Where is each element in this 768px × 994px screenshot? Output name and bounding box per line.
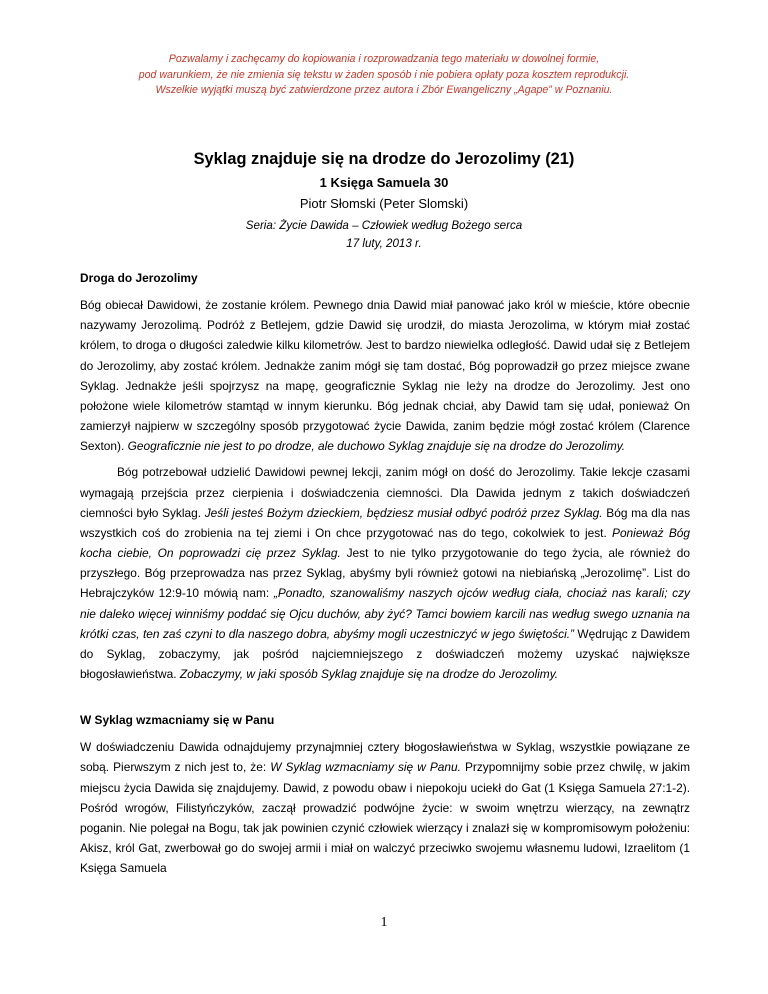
paragraph-text: Wędrując z Dawidem do Syklag, zobaczymy, jak pośród najciemniejszego z doświadczeń możemy uzyskać największe błogosławieństwa. <box>80 626 690 681</box>
series-name: Seria: Życie Dawida – Człowiek według Bożego serca <box>245 219 523 232</box>
paragraph-text: Bóg obiecał Dawidowi, że zostanie królem. Pewnego dnia Dawid miał panować jako król w mieście, które obecnie nazywamy Jerozolimą. Podróż z Betlejem, gdzie Dawid się urodził, do miasta Jerozolima, w którym miał zostać królem, to droga o długości zaledwie kilku kilometrów. Jest to bardzo niewielka odległość. Dawid udał się z Betlejem do Jerozolimy, aby zostać królem. Jednakże zanim mógł się tam dostać, Bóg poprowadził go przez miejsce zwane Syklag. Jednakże jeśli spojrzysz na mapę, geograficznie Syklag nie leży na drodze do Jerozolimy. Jest ono położone wiele kilometrów stamtąd w innym kierunku. Bóg jednak chciał, aby Dawid tam się udał, ponieważ On zamierzył najpierw w szczególny sposób przygotować życie Dawida, zanim będzie mógł zostać królem (Clarence Sexton). <box>80 298 690 454</box>
copyright-notice <box>60 52 708 99</box>
emphasis-text: Zobaczymy, w jaki sposób Syklag znajduje się na drodze do Jerozolimy. <box>179 666 559 681</box>
emphasis-text: Jeśli jesteś Bożym dzieckiem, będziesz musiał odbyć podróż przez Syklag. <box>204 505 603 520</box>
notice-line-1: Pozwalamy i zachęcamy do kopiowania i rozprowadzania tego materiału w dowolnej formie, <box>168 53 600 65</box>
title-block <box>60 148 708 253</box>
paragraph-text: Bóg ma dla nas wszystkich coś do zrobienia na tej ziemi i On chce przygotować nas do tego, cokolwiek to jest. <box>80 505 691 540</box>
author-name: Piotr Słomski (Peter Slomski) <box>299 196 469 211</box>
section-spacer <box>80 690 690 710</box>
emphasis-text: Geograficznie nie jest to po drodze, ale duchowo Syklag znajduje się na drodze do Jerozolimy. <box>127 439 626 454</box>
paragraph-text: Jest to nie tylko przygotowanie do tego życia, ale również do przyszłego. Bóg przeprowadza nas przez Syklag, abyśmy byli również gotowi na niebiańską „Jerozolimę”. List do Hebrajczyków 12:9-10 mówią nam: <box>80 546 690 601</box>
paragraph <box>80 737 690 878</box>
notice-line-3: Wszelkie wyjątki muszą być zatwierdzone przez autora i Zbór Ewangeliczny „Agape” w Poznaniu. <box>155 84 613 96</box>
page-number: 1 <box>380 915 388 930</box>
emphasis-text: W Syklag wzmacniamy się w Panu. <box>270 760 461 775</box>
paragraph-text: Przypomnijmy sobie przez chwilę, w jakim miejscu życia Dawida się znajdujemy. Dawid, z powodu obaw i niepokoju uciekł do Gat (1 Księga Samuela 27:1-2). Pośród wrogów, Filistyńczyków, zaczął prowadzić podwójne życie: w swoim wnętrzu wierzący, na zewnątrz poganin. Nie polegał na Bogu, tak jak powinien czynić człowiek wierzący i znalazł się w kompromisowym położeniu: Akisz, król Gat, zwerbował go do swojej armii i miał on walczyć przeciwko swojemu własnemu ludowi, Izraelitom (1 Księga Samuela <box>80 760 690 876</box>
section-heading: Droga do Jerozolimy <box>80 271 198 285</box>
section-heading: W Syklag wzmacniamy się w Panu <box>80 713 275 728</box>
notice-line-2: pod warunkiem, że nie zmienia się tekstu w żaden sposób i nie pobiera opłaty poza kosztem reprodukcji. <box>138 68 630 81</box>
paragraph <box>80 295 690 456</box>
document-body <box>80 268 690 884</box>
paragraph-text: Bóg potrzebował udzielić Dawidowi pewnej lekcji, zanim mógł on dość do Jerozolimy. Takie lekcje czasami wymagają przejścia przez cierpienia i doświadczenia ciemności. Dla Dawida jednym z takich doświadczeń ciemności było Syklag. <box>80 465 690 520</box>
scripture-quote: „Ponadto, szanowaliśmy naszych ojców według ciała, chociaż nas karali; czy nie daleko więcej winniśmy poddać się Ojcu duchów, aby żyć? Tamci bowiem karcili nas według swego uznania na krótki czas, ten zaś czyni to dla naszego dobra, abyśmy mogli uczestniczyć w jego świętości.” <box>80 586 691 641</box>
paragraph <box>80 462 690 684</box>
sermon-date: 17 luty, 2013 r. <box>346 237 422 250</box>
scripture-reference: 1 Księga Samuela 30 <box>319 175 449 190</box>
sermon-title: Syklag znajduje się na drodze do Jerozolimy (21) <box>193 150 575 168</box>
emphasis-text: Ponieważ Bóg kocha ciebie, On poprowadzi cię przez Syklag. <box>80 525 690 561</box>
paragraph-text: W doświadczeniu Dawida odnajdujemy przynajmniej cztery błogosławieństwa w Syklag, wszystkie powiązane ze sobą. Pierwszym z nich jest to, że: <box>80 740 690 775</box>
